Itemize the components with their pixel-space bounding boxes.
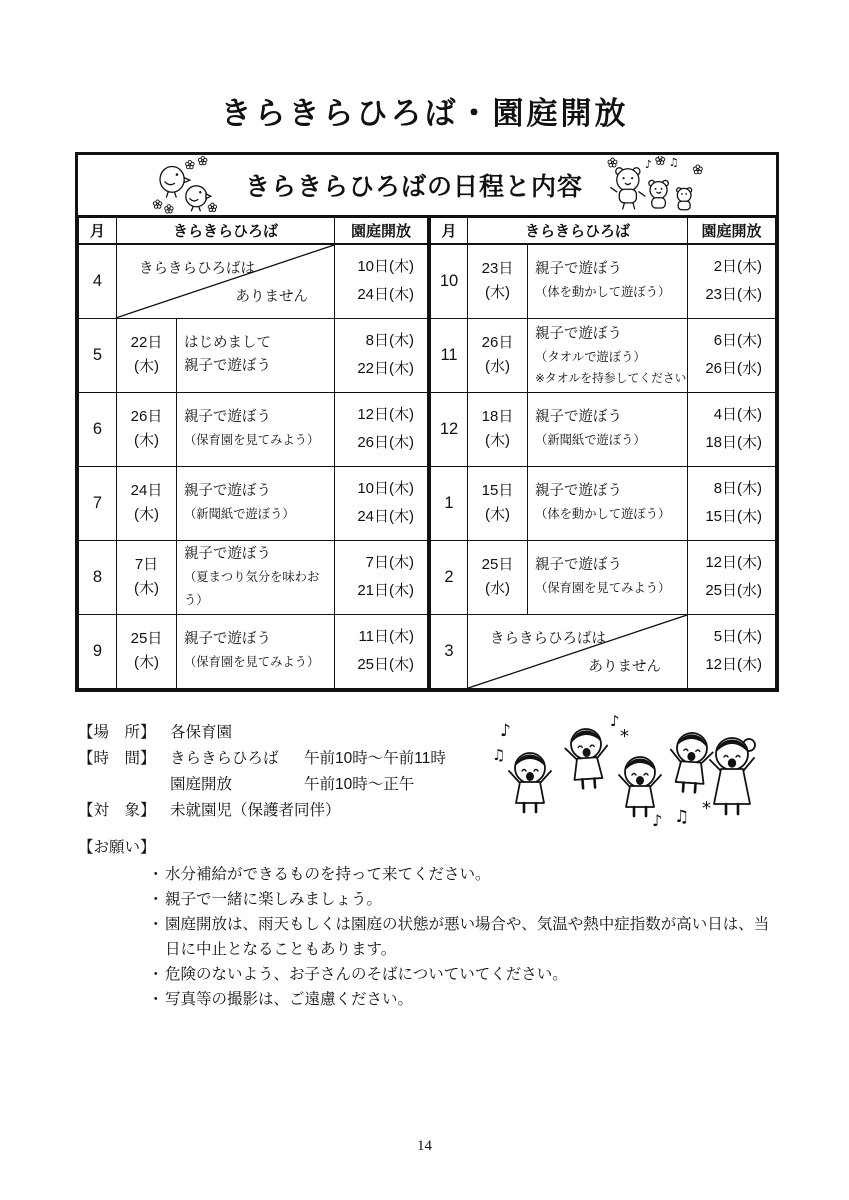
- request-list: [148, 862, 780, 1012]
- cell-line: 2: [444, 567, 454, 586]
- time-name-hiroba: きらきらひろば: [170, 750, 279, 767]
- entei-column-header: 園庭開放: [335, 218, 428, 245]
- cell-line: （夏まつり気分を味わおう）: [184, 569, 320, 607]
- request-text: 水分補給ができるものを持って来てください。: [165, 866, 491, 883]
- date-cell: [117, 540, 177, 614]
- cell-line: 3: [444, 641, 454, 660]
- right-table-body: [430, 244, 776, 689]
- activity-cell: [177, 614, 335, 688]
- closed-text-line1: きらきらひろばは: [490, 630, 607, 647]
- target-label: 【対 象】: [78, 802, 156, 819]
- cell-line: 26日(木): [357, 434, 415, 452]
- cell-line: 15日: [481, 482, 514, 500]
- cell-line: 親子で遊ぼう: [535, 409, 623, 426]
- schedule-table-body: [78, 217, 776, 689]
- bullet-dot: ・: [148, 866, 164, 883]
- music-note-icon: ♫: [492, 746, 506, 764]
- month-column-header: 月: [79, 218, 117, 245]
- month-cell: [79, 466, 117, 540]
- bullet-dot: ・: [148, 916, 164, 933]
- activity-cell: [528, 540, 688, 614]
- place-label: 【場 所】: [78, 724, 156, 741]
- schedule-row: [430, 318, 776, 392]
- schedule-row: [430, 466, 776, 540]
- garden-open-dates-cell: [335, 244, 428, 318]
- music-note-icon: ♪: [652, 811, 663, 830]
- cell-line: 8日(木): [713, 480, 763, 498]
- bullet-dot: ・: [148, 966, 164, 983]
- month-cell: [79, 614, 117, 688]
- garden-open-dates-cell: [688, 318, 776, 392]
- cell-line: 26日(水): [705, 360, 763, 378]
- cell-line: （体を動かして遊ぼう）: [535, 285, 671, 300]
- cell-line: 11日(木): [358, 628, 415, 646]
- activity-cell: [177, 466, 335, 540]
- cell-line: (木): [485, 284, 511, 302]
- info-section: [78, 720, 446, 824]
- cell-line: 親子で遊ぼう: [535, 557, 623, 574]
- month-column-header: 月: [430, 218, 468, 245]
- schedule-row: [79, 392, 428, 466]
- page-number: 14: [417, 1138, 432, 1154]
- cell-line: 6: [92, 419, 103, 438]
- column-header-row: [430, 218, 776, 245]
- cell-line: 15日(木): [705, 508, 763, 526]
- schedule-row: [430, 614, 776, 688]
- cell-line: 12: [439, 419, 459, 438]
- cell-line: 親子で遊ぼう: [535, 483, 623, 500]
- closed-text-line2: ありません: [235, 288, 309, 305]
- cell-line: （新聞紙で遊ぼう）: [535, 433, 646, 448]
- garden-open-dates-cell: [688, 392, 776, 466]
- cell-line: (水): [485, 580, 511, 598]
- garden-open-dates-cell: [335, 614, 428, 688]
- cell-line: 12日(木): [705, 656, 763, 674]
- schedule-row: [79, 466, 428, 540]
- left-table-body: [79, 244, 428, 689]
- cell-line: 5日(木): [713, 628, 763, 646]
- month-cell: [79, 392, 117, 466]
- cell-line: （タオルで遊ぼう）: [535, 349, 646, 364]
- garden-open-dates-cell: [688, 466, 776, 540]
- cell-line: (木): [134, 506, 159, 524]
- cell-line: 10日(木): [357, 480, 415, 498]
- schedule-table-title: きらきらひろばの日程と内容: [244, 173, 583, 201]
- cell-line: 23日(木): [705, 286, 763, 304]
- date-cell: [468, 392, 528, 466]
- garden-open-dates-cell: [688, 540, 776, 614]
- cell-line: 10日(木): [357, 258, 415, 276]
- music-note-icon: ♫: [668, 156, 679, 170]
- cell-line: 2日(木): [713, 258, 763, 276]
- time-row-2: [78, 772, 446, 798]
- garden-open-dates-cell: [335, 318, 428, 392]
- diagonal-line: [117, 245, 334, 318]
- date-cell: [117, 392, 177, 466]
- schedule-row: [430, 540, 776, 614]
- garden-open-dates-cell: [335, 466, 428, 540]
- activity-cell: [528, 244, 688, 318]
- children-chorus-illustration: [492, 706, 760, 834]
- activity-cell: [528, 466, 688, 540]
- schedule-row: [79, 244, 428, 318]
- request-item: [148, 987, 780, 1012]
- cell-line: 親子で遊ぼう: [184, 483, 271, 500]
- bears-illustration: [597, 156, 715, 214]
- cell-line: 18日(木): [705, 434, 763, 452]
- sparkle-icon: *: [702, 798, 711, 819]
- month-cell: [79, 540, 117, 614]
- cell-line: （保育園を見てみよう）: [184, 655, 320, 670]
- cell-line: (木): [134, 654, 159, 672]
- month-cell: [430, 244, 468, 318]
- cell-line: 22日: [130, 334, 163, 352]
- cell-line: 18日: [481, 408, 514, 426]
- cell-line: 8日(木): [365, 332, 415, 350]
- garden-open-dates-cell: [335, 540, 428, 614]
- cell-line: 12日(木): [357, 406, 415, 424]
- place-row: [78, 720, 446, 746]
- no-session-cell: [468, 614, 688, 688]
- target-value: 未就園児（保護者同伴）: [170, 802, 341, 819]
- request-item: [148, 862, 780, 887]
- schedule-table: [75, 152, 779, 692]
- diagonal-line: [468, 615, 687, 688]
- cell-line: 9: [92, 641, 103, 660]
- cell-line: 5: [92, 345, 103, 364]
- cell-line: (木): [485, 432, 511, 450]
- date-cell: [468, 318, 528, 392]
- cell-line: 親子で遊ぼう: [184, 358, 271, 375]
- cell-line: 23日: [481, 260, 514, 278]
- activity-cell: [528, 318, 688, 392]
- cell-line: 25日(水): [705, 582, 763, 600]
- request-item: [148, 912, 780, 962]
- schedule-row: [430, 392, 776, 466]
- cell-line: 親子で遊ぼう: [184, 409, 271, 426]
- request-text: 親子で一緒に楽しみましょう。: [165, 891, 383, 908]
- cell-line: 25日: [481, 556, 514, 574]
- month-cell: [430, 614, 468, 688]
- cell-line: 26日: [130, 408, 163, 426]
- garden-open-dates-cell: [688, 614, 776, 688]
- cell-line: （体を動かして遊ぼう）: [535, 507, 671, 522]
- cell-line: はじめまして: [184, 335, 271, 352]
- hiroba-column-header: きらきらひろば: [468, 218, 688, 245]
- month-cell: [430, 318, 468, 392]
- activity-cell: [528, 392, 688, 466]
- cell-line: 12日(木): [705, 554, 763, 572]
- cell-line: 25日(木): [357, 656, 415, 674]
- cell-line: 24日: [130, 482, 163, 500]
- cell-line: 7日(木): [365, 554, 415, 572]
- entei-column-header: 園庭開放: [688, 218, 776, 245]
- request-text: 危険のないよう、お子さんのそばについていてください。: [165, 966, 568, 983]
- month-cell: [430, 466, 468, 540]
- date-cell: [117, 318, 177, 392]
- date-cell: [468, 244, 528, 318]
- cell-line: 7日: [134, 556, 159, 574]
- activity-cell: [177, 318, 335, 392]
- date-cell: [117, 466, 177, 540]
- cell-line: 4: [92, 271, 103, 290]
- garden-open-dates-cell: [688, 244, 776, 318]
- cell-line: 22日(木): [357, 360, 415, 378]
- cell-line: （保育園を見てみよう）: [535, 581, 671, 596]
- closed-text-line2: ありません: [588, 659, 662, 675]
- cell-line: 25日: [130, 630, 163, 648]
- activity-cell: [177, 392, 335, 466]
- no-session-cell: [117, 244, 335, 318]
- cell-line: 親子で遊ぼう: [184, 631, 271, 648]
- music-note-icon: ♪: [500, 721, 511, 741]
- cell-line: (水): [485, 358, 511, 376]
- schedule-left-half: [78, 217, 428, 689]
- music-note-icon: ♪: [610, 712, 620, 730]
- schedule-row: [79, 540, 428, 614]
- month-cell: [430, 540, 468, 614]
- month-cell: [430, 392, 468, 466]
- request-text: 写真等の撮影は、ご遠慮ください。: [165, 991, 414, 1008]
- requests-section: [78, 836, 780, 1012]
- cell-line: (木): [134, 580, 159, 598]
- teacher-figure: [710, 738, 755, 814]
- cell-line: 1: [444, 493, 454, 512]
- cell-line: 7: [92, 493, 103, 512]
- cell-line: 親子で遊ぼう: [184, 545, 271, 562]
- request-item: [148, 962, 780, 987]
- cell-line: 親子で遊ぼう: [535, 325, 623, 342]
- month-cell: [79, 244, 117, 318]
- cell-line: 親子で遊ぼう: [535, 261, 623, 278]
- cell-line: 4日(木): [713, 406, 763, 424]
- month-cell: [79, 318, 117, 392]
- column-header-row: [79, 218, 428, 245]
- chicks-illustration: [139, 156, 231, 214]
- schedule-row: [79, 318, 428, 392]
- cell-line: （新聞紙で遊ぼう）: [184, 507, 295, 522]
- requests-label: 【お願い】: [78, 839, 156, 856]
- bullet-dot: ・: [148, 991, 164, 1008]
- sparkle-icon: *: [620, 726, 629, 747]
- place-value: 各保育園: [170, 724, 233, 741]
- bullet-dot: ・: [148, 891, 164, 908]
- cell-line: 6日(木): [713, 332, 763, 350]
- time-value-entei: 午前10時～正午: [304, 776, 415, 793]
- time-value-hiroba: 午前10時～午前11時: [304, 750, 446, 767]
- activity-cell: [177, 540, 335, 614]
- music-note-icon: ♫: [674, 807, 690, 827]
- cell-line: (木): [485, 506, 511, 524]
- closed-text-line1: きらきらひろばは: [139, 261, 255, 277]
- schedule-row: [79, 614, 428, 688]
- date-cell: [117, 614, 177, 688]
- cell-line: 11: [440, 345, 458, 364]
- time-row-1: [78, 746, 446, 772]
- date-cell: [468, 466, 528, 540]
- cell-line: ※タオルを持参してください: [535, 370, 687, 385]
- schedule-row: [430, 244, 776, 318]
- music-note-icon: ♪: [644, 157, 652, 171]
- time-label: 【時 間】: [78, 750, 156, 767]
- cell-line: 24日(木): [357, 286, 415, 304]
- schedule-right-half: [428, 217, 776, 689]
- garden-open-dates-cell: [335, 392, 428, 466]
- time-name-entei: 園庭開放: [170, 776, 233, 793]
- cell-line: (木): [134, 432, 159, 450]
- cell-line: 24日(木): [357, 508, 415, 526]
- schedule-table-header: [78, 155, 776, 217]
- cell-line: (木): [134, 358, 159, 376]
- request-item: [148, 887, 780, 912]
- request-text: 園庭開放は、雨天もしくは園庭の状態が悪い場合や、気温や熱中症指数が高い日は、当日に中止となることもあります。: [165, 916, 770, 958]
- date-cell: [468, 540, 528, 614]
- cell-line: （保育園を見てみよう）: [184, 433, 320, 448]
- target-row: [78, 798, 446, 824]
- page-title: きらきらひろば・園庭開放: [220, 96, 629, 131]
- cell-line: 21日(木): [357, 582, 415, 600]
- cell-line: 10: [439, 271, 459, 290]
- hiroba-column-header: きらきらひろば: [117, 218, 335, 245]
- cell-line: 26日: [481, 334, 514, 352]
- cell-line: 8: [92, 567, 103, 586]
